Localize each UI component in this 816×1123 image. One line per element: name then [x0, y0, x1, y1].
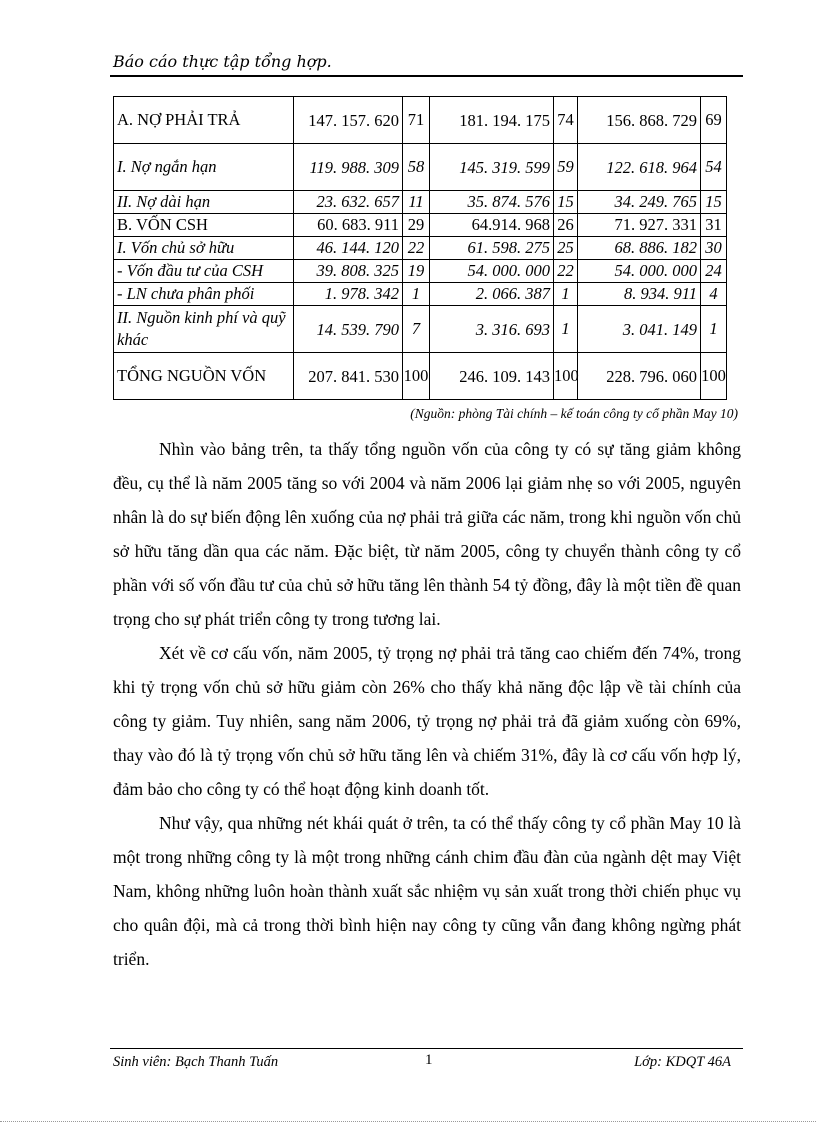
value-2004: 119. 988. 309 [294, 144, 403, 191]
value-2004: 207. 841. 530 [294, 353, 403, 400]
percent-2004: 22 [403, 237, 430, 260]
paragraph: Nhìn vào bảng trên, ta thấy tổng nguồn vốn của công ty có sự tăng giảm không đều, cụ thể là năm 2005 tăng so với 2004 và năm 2006 lại giảm nhẹ so với 2005, nguyên nhân là do sự biến động lên xuống của nợ phải trả giữa các năm, trong khi nguồn vốn chủ sở hữu tăng dần qua các năm. Đặc biệt, từ năm 2005, công ty chuyển thành công ty cổ phần với số vốn đầu tư của chủ sở hữu tăng lên thành 54 tỷ đồng, đây là một tiền đề quan trọng cho sự phát triển công ty trong tương lai. [113, 439, 741, 629]
percent-2005: 100 [554, 353, 578, 400]
table-row [114, 353, 727, 400]
percent-2004: 1 [403, 283, 430, 306]
footer-student: Sinh viên: Bạch Thanh Tuấn [113, 1054, 279, 1070]
paragraph: Xét về cơ cấu vốn, năm 2005, tỷ trọng nợ phải trả tăng cao chiếm đến 74%, trong khi tỷ trọng vốn chủ sở hữu giảm còn 26% cho thấy khả năng độc lập về tài chính của công ty giảm. Tuy nhiên, sang năm 2006, tỷ trọng nợ phải trả đã giảm xuống còn 69%, thay vào đó là tỷ trọng vốn chủ sở hữu tăng lên và chiếm 31%, đây là cơ cấu vốn hợp lý, đảm bảo cho công ty có thể hoạt động kinh doanh tốt. [113, 643, 741, 799]
table-row [114, 191, 727, 214]
value-2006: 228. 796. 060 [578, 353, 701, 400]
page-number: 1 [425, 1052, 433, 1068]
value-2005: 181. 194. 175 [430, 97, 554, 144]
value-2005: 3. 316. 693 [430, 306, 554, 353]
row-label: II. Nguồn kinh phí và quỹ khác [114, 306, 294, 353]
percent-2004: 19 [403, 260, 430, 283]
page-bottom-edge [0, 1121, 816, 1122]
table-row [114, 306, 727, 353]
percent-2005: 26 [554, 214, 578, 237]
percent-2005: 25 [554, 237, 578, 260]
row-label: I. Vốn chủ sở hữu [114, 237, 294, 260]
percent-2006: 30 [701, 237, 727, 260]
value-2006: 122. 618. 964 [578, 144, 701, 191]
percent-2006: 69 [701, 97, 727, 144]
value-2004: 1. 978. 342 [294, 283, 403, 306]
footer-class: Lớp: KDQT 46A [634, 1054, 731, 1070]
value-2006: 68. 886. 182 [578, 237, 701, 260]
row-label: - LN chưa phân phối [114, 283, 294, 306]
table-row [114, 237, 727, 260]
row-label: A. NỢ PHẢI TRẢ [114, 97, 294, 144]
value-2005: 145. 319. 599 [430, 144, 554, 191]
body-text [113, 432, 741, 976]
percent-2006: 31 [701, 214, 727, 237]
percent-2005: 15 [554, 191, 578, 214]
percent-2004: 11 [403, 191, 430, 214]
percent-2004: 7 [403, 306, 430, 353]
table-row [114, 283, 727, 306]
value-2005: 35. 874. 576 [430, 191, 554, 214]
value-2004: 60. 683. 911 [294, 214, 403, 237]
percent-2005: 1 [554, 306, 578, 353]
value-2004: 46. 144. 120 [294, 237, 403, 260]
table-row [114, 97, 727, 144]
table-row [114, 260, 727, 283]
value-2005: 246. 109. 143 [430, 353, 554, 400]
percent-2004: 71 [403, 97, 430, 144]
table-source-note: (Nguồn: phòng Tài chính – kế toán công ty cổ phần May 10) [410, 406, 738, 421]
table-row [114, 214, 727, 237]
percent-2005: 59 [554, 144, 578, 191]
percent-2006: 15 [701, 191, 727, 214]
footer-divider [110, 1048, 743, 1049]
value-2006: 8. 934. 911 [578, 283, 701, 306]
percent-2006: 1 [701, 306, 727, 353]
value-2005: 64.914. 968 [430, 214, 554, 237]
page-header-title: Báo cáo thực tập tổng hợp. [113, 52, 332, 71]
row-label: II. Nợ dài hạn [114, 191, 294, 214]
percent-2006: 54 [701, 144, 727, 191]
percent-2005: 74 [554, 97, 578, 144]
value-2006: 156. 868. 729 [578, 97, 701, 144]
value-2005: 61. 598. 275 [430, 237, 554, 260]
percent-2005: 22 [554, 260, 578, 283]
row-label: TỔNG NGUỒN VỐN [114, 353, 294, 400]
percent-2006: 24 [701, 260, 727, 283]
percent-2005: 1 [554, 283, 578, 306]
table-row [114, 144, 727, 191]
paragraph: Như vậy, qua những nét khái quát ở trên, ta có thể thấy công ty cổ phần May 10 là một trong những công ty là một trong những cánh chim đầu đàn của ngành dệt may Việt Nam, không những luôn hoàn thành xuất sắc nhiệm vụ sản xuất trong thời chiến phục vụ cho quân đội, mà cả trong thời bình hiện nay công ty cũng vẫn đang không ngừng phát triển. [113, 813, 741, 969]
percent-2006: 100 [701, 353, 727, 400]
value-2004: 14. 539. 790 [294, 306, 403, 353]
value-2006: 34. 249. 765 [578, 191, 701, 214]
value-2004: 23. 632. 657 [294, 191, 403, 214]
capital-structure-table [113, 96, 727, 400]
value-2004: 147. 157. 620 [294, 97, 403, 144]
percent-2004: 58 [403, 144, 430, 191]
row-label: I. Nợ ngắn hạn [114, 144, 294, 191]
percent-2004: 100 [403, 353, 430, 400]
value-2006: 71. 927. 331 [578, 214, 701, 237]
percent-2006: 4 [701, 283, 727, 306]
value-2006: 54. 000. 000 [578, 260, 701, 283]
value-2004: 39. 808. 325 [294, 260, 403, 283]
header-divider [110, 75, 743, 77]
value-2005: 54. 000. 000 [430, 260, 554, 283]
value-2005: 2. 066. 387 [430, 283, 554, 306]
percent-2004: 29 [403, 214, 430, 237]
row-label: B. VỐN CSH [114, 214, 294, 237]
value-2006: 3. 041. 149 [578, 306, 701, 353]
row-label: - Vốn đầu tư của CSH [114, 260, 294, 283]
